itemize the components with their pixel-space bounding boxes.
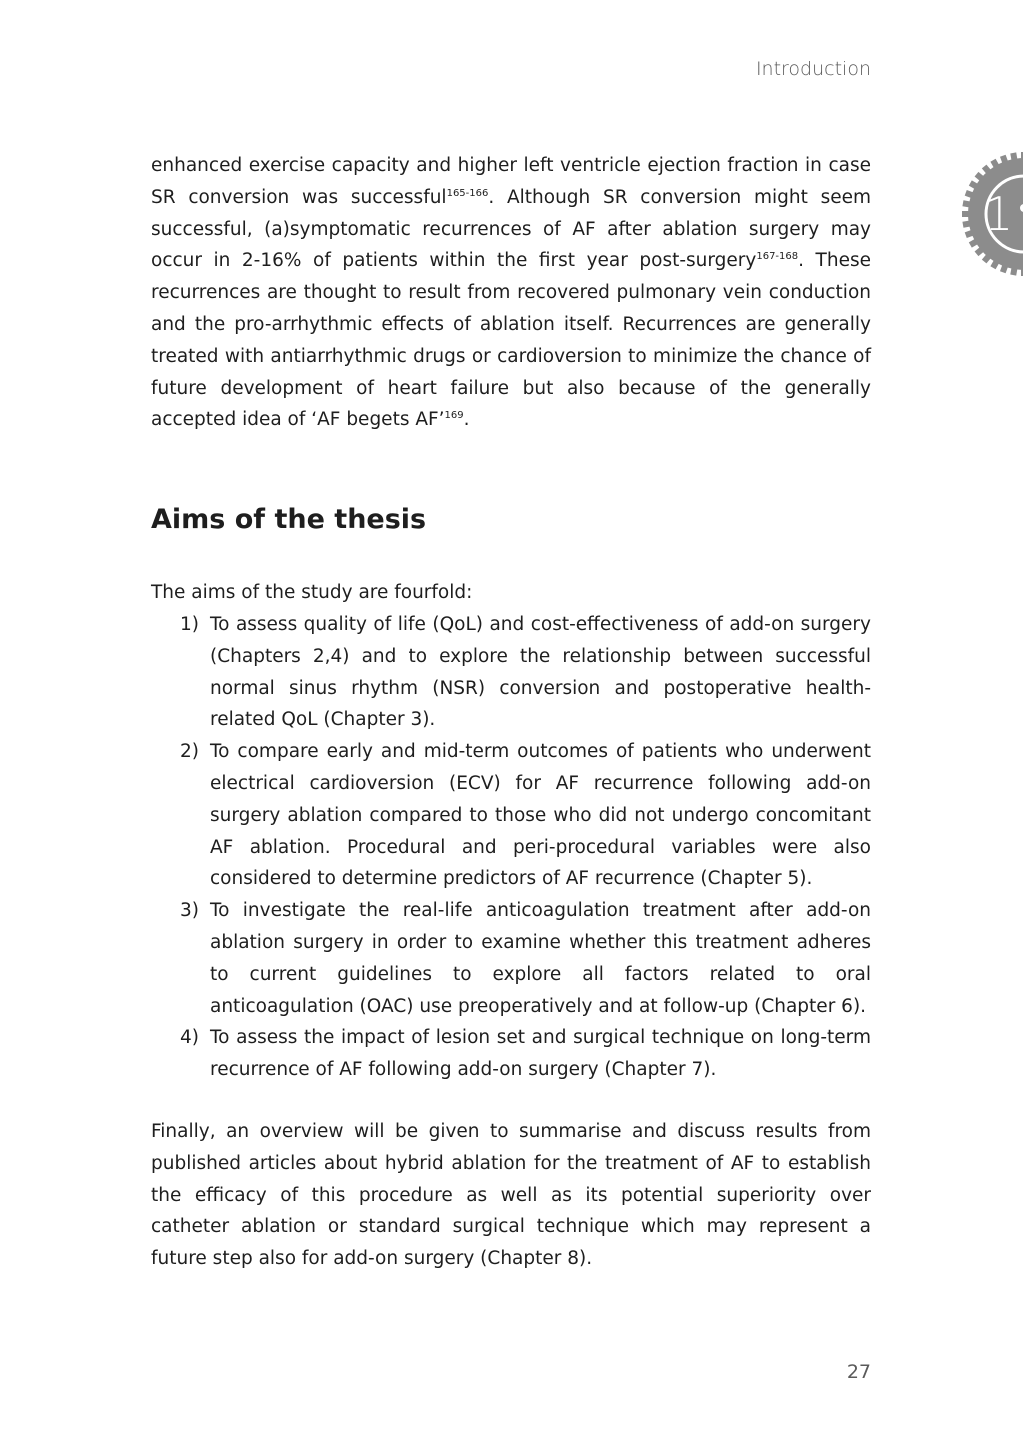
aim-number: 1) bbox=[180, 613, 199, 635]
aim-number: 4) bbox=[180, 1027, 199, 1049]
aim-item-3 bbox=[180, 895, 871, 1022]
aim-text: To assess the impact of lesion set and surgical technique on long-term recurrence of AF following add-on surgery (Chapter 7). bbox=[210, 1027, 871, 1081]
citation-169: 169 bbox=[444, 410, 464, 422]
aim-item-2 bbox=[180, 736, 871, 895]
aim-number: 2) bbox=[180, 741, 199, 763]
aim-text: To investigate the real-life anticoagulation treatment after add-on ablation surgery in order to examine whether this treatment adheres to current guidelines to explore all factors related to oral anticoagulation (OAC) use preoperatively and at follow-up (Chapter 6). bbox=[210, 900, 871, 1017]
aims-list bbox=[151, 609, 871, 1086]
aims-intro: The aims of the study are fourfold: bbox=[151, 582, 473, 604]
aim-number: 3) bbox=[180, 900, 199, 922]
intro-text-2: . Although SR conversion might seem successful, (a)symptomatic recurrences of AF after ablation surgery may occur in 2-16% of patients within the first year post-surgery bbox=[151, 186, 872, 272]
intro-text-1: enhanced exercise capacity and higher left ventricle ejection fraction in case SR conversion was successful bbox=[151, 155, 871, 208]
aim-item-1 bbox=[180, 609, 871, 736]
aim-text: To compare early and mid-term outcomes of patients who underwent electrical cardioversion (ECV) for AF recurrence following add-on surgery ablation compared to those who did not undergo concomitant AF ablation. Procedural and peri-procedural variables were also considered to determine predictors of AF recurrence (Chapter 5). bbox=[210, 741, 871, 890]
citation-165-166: 165-166 bbox=[446, 187, 489, 199]
aim-item-4 bbox=[180, 1022, 871, 1086]
page-number: 27 bbox=[846, 1361, 871, 1383]
chapter-number: 1 bbox=[984, 187, 1014, 241]
citation-167-168: 167-168 bbox=[756, 251, 799, 263]
final-paragraph: Finally, an overview will be given to summarise and discuss results from published articles about hybrid ablation for the treatment of AF to establish the efficacy of this procedure as well as its potential superiority over catheter ablation or standard surgical technique which may represent a future step also for add-on surgery (Chapter 8). bbox=[151, 1120, 871, 1270]
intro-text-3: . These recurrences are thought to result from recovered pulmonary vein conduction and the pro-arrhythmic effects of ablation itself. Recurrences are generally treated with antiarrhythmic drugs or cardioversion to minimize the chance of future development of heart failure but also because of the generally accepted idea of ‘AF begets AF’ bbox=[151, 250, 871, 431]
aim-text: To assess quality of life (QoL) and cost-effectiveness of add-on surgery (Chapters 2,4) and to explore the relationship between successful normal sinus rhythm (NSR) conversion and postoperative health-related QoL (Chapter 3). bbox=[210, 613, 871, 731]
intro-paragraph bbox=[151, 150, 871, 436]
intro-text-4: . bbox=[463, 409, 470, 431]
page-content bbox=[151, 150, 871, 1275]
gear-icon bbox=[962, 152, 1023, 276]
chapter-gear-tab bbox=[962, 152, 1023, 276]
running-header: Introduction bbox=[755, 58, 871, 80]
section-heading-aims: Aims of the thesis bbox=[151, 504, 427, 536]
